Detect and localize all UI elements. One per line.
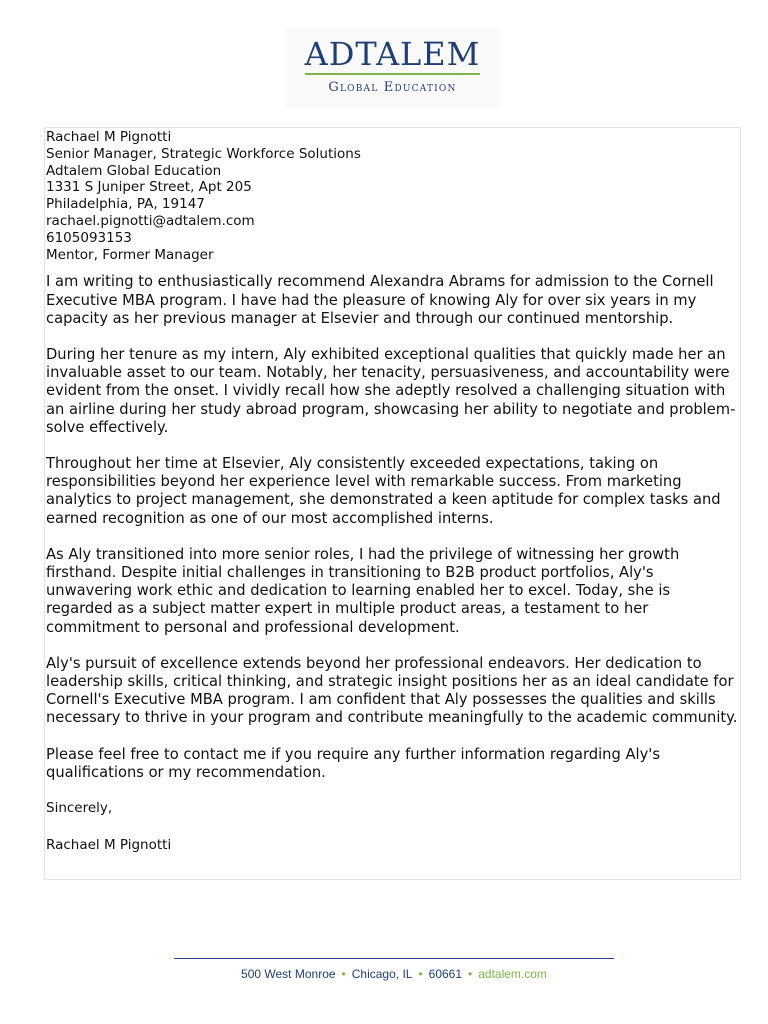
footer-city: Chicago, IL (351, 967, 413, 981)
paragraph-4: As Aly transitioned into more senior roles, I had the privilege of witnessing her growth firsthand. Despite initial challenges in transitioning to B2B product portfolios, Aly's unwavering work ethic and dedication to learning enabled her to excel. Today, she is regarded as a subject matter expert in multiple product areas, a testament to her commitment to personal and professional development. (46, 545, 680, 636)
logo-subtitle: Global Education (328, 80, 457, 95)
sender-relationship: Mentor, Former Manager (46, 246, 214, 263)
sender-title: Senior Manager, Strategic Workforce Solutions (46, 145, 361, 162)
sender-address-line1: 1331 S Juniper Street, Apt 205 (46, 179, 252, 196)
paragraph-5: Aly's pursuit of excellence extends beyond her professional endeavors. Her dedication to leadership skills, critical thinking, and strategic insight positions her as an ideal candidate for Cornell's Executive MBA program. I am confident that Aly possesses the qualities and skills necessary to thrive in your program and contribute meaningfully to the academic community. (46, 654, 738, 727)
footer-website-link[interactable]: adtalem.com (478, 967, 547, 981)
sender-company: Adtalem Global Education (46, 162, 222, 179)
signature: Rachael M Pignotti (46, 836, 172, 853)
logo-green-rule (305, 73, 480, 75)
letter-body (44, 127, 741, 880)
footer-separator: • (341, 967, 346, 981)
logo-wordmark: ADTALEM (304, 35, 481, 73)
footer-separator: • (468, 967, 473, 981)
sender-phone: 6105093153 (46, 229, 132, 246)
footer-street: 500 West Monroe (241, 967, 336, 981)
adtalem-logo (285, 28, 500, 108)
sender-address-line2: Philadelphia, PA, 19147 (46, 196, 205, 213)
footer-separator: • (418, 967, 423, 981)
footer-zip: 60661 (428, 967, 463, 981)
sender-name: Rachael M Pignotti (46, 129, 172, 145)
sender-email: rachael.pignotti@adtalem.com (46, 212, 255, 229)
footer-address-line (174, 967, 614, 981)
closing: Sincerely, (46, 800, 113, 817)
sender-block (46, 129, 740, 263)
paragraph-2: During her tenure as my intern, Aly exhibited exceptional qualities that quickly made her an invaluable asset to our team. Notably, her tenacity, persuasiveness, and accountability were evident from the onset. I vividly recall how she adeptly resolved a challenging situation with an airline during her study abroad program, showcasing her ability to negotiate and problem-solve effectively. (46, 345, 736, 436)
paragraph-6: Please feel free to contact me if you require any further information regarding Aly's qualifications or my recommendation. (46, 745, 660, 781)
footer-divider (174, 958, 614, 959)
paragraph-3: Throughout her time at Elsevier, Aly consistently exceeded expectations, taking on responsibilities beyond her experience level with remarkable success. From marketing analytics to project management, she demonstrated a keen aptitude for complex tasks and earned recognition as one of our most accomplished interns. (46, 455, 721, 527)
paragraph-1: I am writing to enthusiastically recommend Alexandra Abrams for admission to the Cornell Executive MBA program. I have had the pleasure of knowing Aly for over six years in my capacity as her previous manager at Elsevier and through our continued mentorship. (46, 273, 714, 327)
